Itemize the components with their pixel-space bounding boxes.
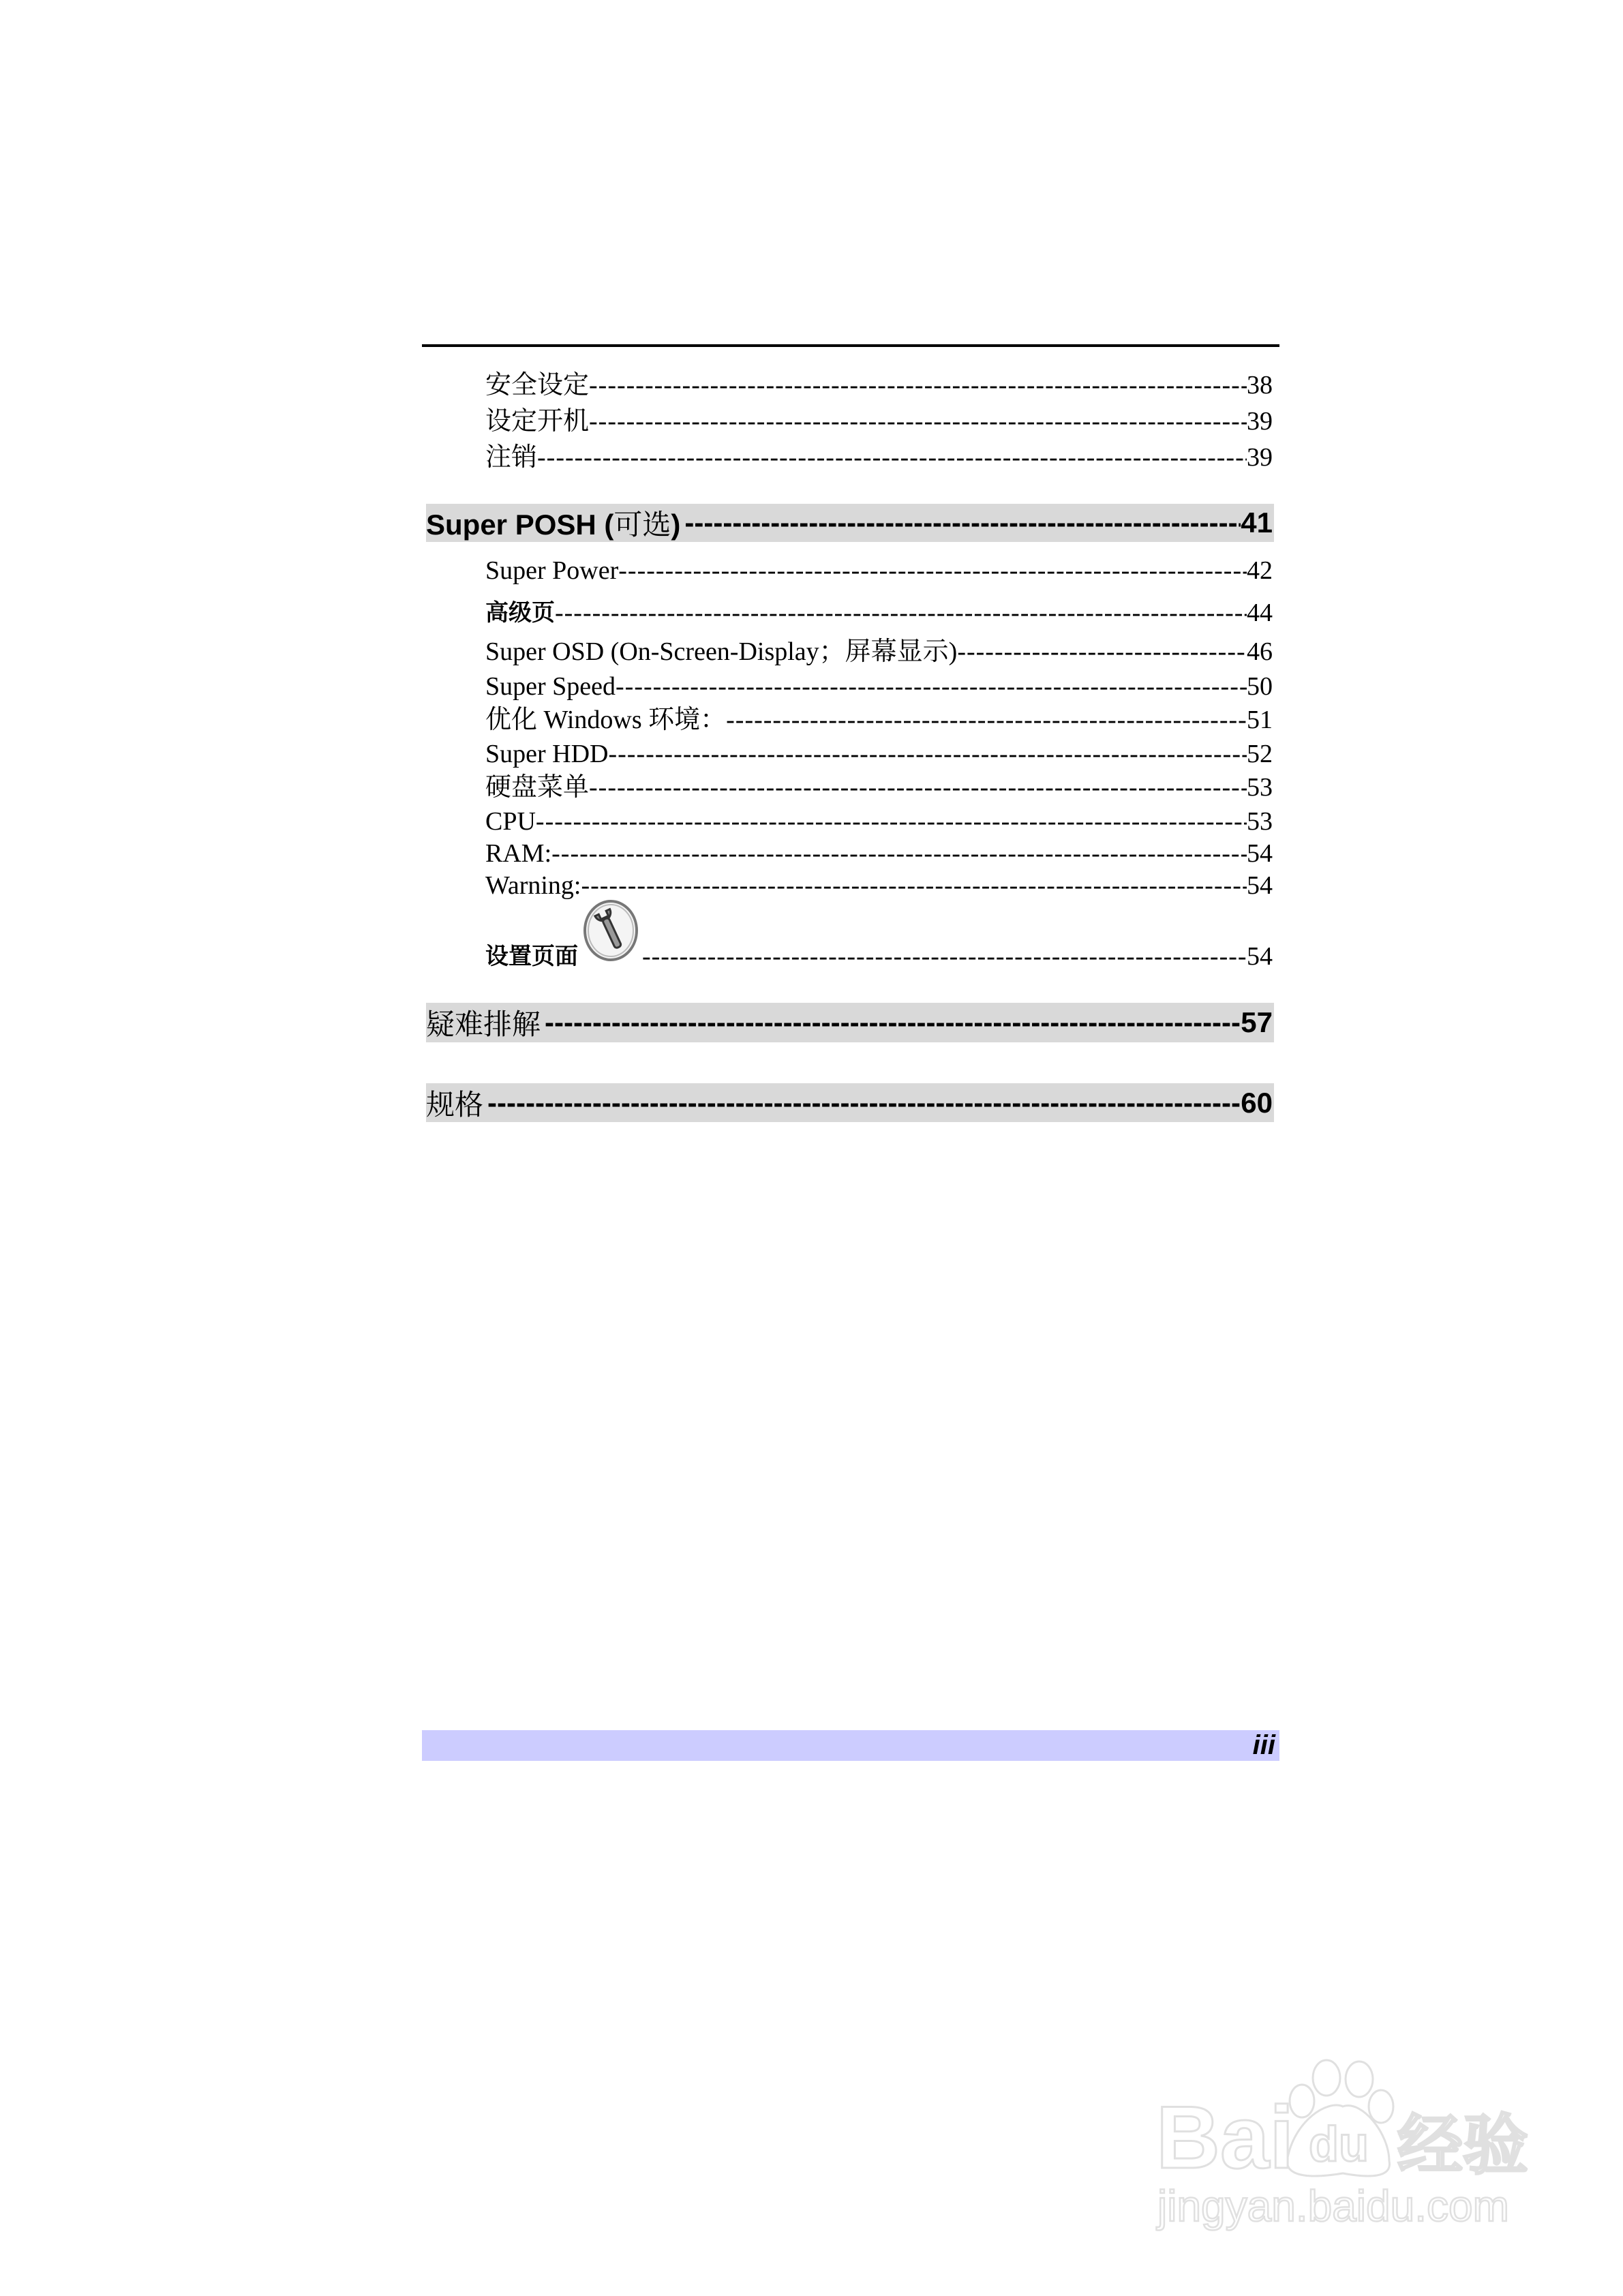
toc-section-specifications[interactable]	[426, 1083, 1274, 1122]
toc-section-title	[426, 504, 680, 542]
toc-entry[interactable]	[485, 736, 1273, 770]
toc-entry-page: 44	[1247, 599, 1273, 627]
leader-dots	[545, 1006, 1241, 1039]
toc-entry[interactable]	[485, 439, 1273, 473]
toc-entry[interactable]	[485, 835, 1273, 869]
leader-dots	[536, 806, 1247, 837]
leader-dots	[684, 507, 1241, 539]
toc-entry-label: Super Power	[485, 556, 619, 585]
toc-entry-page: 54	[1247, 871, 1273, 900]
leader-dots	[957, 636, 1247, 667]
toc-entry-label: 硬盘菜单	[485, 773, 590, 802]
toc-entry-page: 53	[1247, 807, 1273, 836]
toc-entry-page: 53	[1247, 773, 1273, 802]
leader-dots	[618, 555, 1247, 586]
baidu-jingyan-watermark	[1151, 2059, 1532, 2263]
toc-entry-page: 46	[1247, 637, 1273, 666]
toc-entry[interactable]	[485, 893, 1273, 972]
toc-entry-page: 50	[1247, 672, 1273, 701]
toc-entry[interactable]	[485, 668, 1273, 702]
leader-dots	[616, 671, 1247, 702]
toc-section-page: 57	[1241, 1006, 1273, 1038]
leader-dots	[589, 406, 1247, 437]
toc-entry-label: 注销	[485, 443, 538, 472]
toc-entry-label: CPU	[485, 807, 536, 836]
leader-dots	[537, 442, 1247, 473]
section-title-latin: Super POSH (	[426, 509, 614, 541]
toc-entry[interactable]	[485, 367, 1273, 401]
leader-dots	[589, 369, 1247, 401]
toc-entry-page: 38	[1247, 371, 1273, 399]
toc-section-super-posh[interactable]	[426, 504, 1274, 542]
toc-entry-page: 54	[1247, 942, 1273, 971]
leader-dots	[642, 941, 1247, 972]
header-rule	[422, 344, 1279, 347]
toc-entry[interactable]	[485, 701, 1273, 736]
toc-entry-label: 设定开机	[485, 407, 590, 436]
toc-section-title: 疑难排解	[426, 1008, 541, 1040]
toc-entry-page: 52	[1247, 740, 1273, 768]
toc-entry-page: 39	[1247, 443, 1273, 472]
leader-dots	[589, 772, 1247, 803]
toc-entry-page: 39	[1247, 407, 1273, 436]
toc-entry-label: Warning:	[485, 871, 581, 900]
toc-section-title: 规格	[426, 1088, 484, 1121]
toc-section-troubleshooting[interactable]	[426, 1003, 1274, 1042]
watermark-brand: Bai	[1156, 2087, 1294, 2187]
section-title-cjk: 可选	[613, 509, 671, 541]
page-number: iii	[1252, 1730, 1275, 1760]
toc-entry-page: 51	[1247, 706, 1273, 734]
toc-entry-label: RAM:	[485, 839, 552, 868]
toc-entry-label: Super HDD	[485, 740, 609, 768]
leader-dots	[487, 1087, 1241, 1119]
watermark-url: jingyan.baidu.com	[1157, 2181, 1509, 2231]
toc-section-page: 60	[1241, 1086, 1273, 1119]
toc-entry-label: 设置页面	[485, 943, 578, 970]
toc-section-page: 41	[1241, 507, 1273, 539]
leader-dots	[608, 738, 1247, 770]
toc-entry[interactable]	[485, 552, 1273, 586]
toc-entry-label: 高级页	[485, 599, 555, 626]
wrench-icon	[582, 898, 639, 963]
leader-dots	[551, 838, 1247, 869]
toc-entry[interactable]	[485, 633, 1273, 667]
toc-entry-page: 54	[1247, 839, 1273, 868]
toc-entry[interactable]	[485, 594, 1273, 629]
toc-entry-label: Super Speed	[485, 672, 616, 701]
watermark-cjk: 经验	[1397, 2107, 1528, 2184]
toc-entry-label: 安全设定	[485, 371, 590, 399]
page-footer-bar	[422, 1730, 1279, 1761]
toc-entry-page: 42	[1247, 556, 1273, 585]
leader-dots	[726, 704, 1247, 736]
watermark-paw-text: du	[1309, 2117, 1369, 2172]
toc-entry-label: 优化 Windows 环境：	[485, 706, 727, 734]
toc-entry[interactable]	[485, 403, 1273, 437]
leader-dots	[555, 597, 1247, 629]
toc-entry[interactable]	[485, 803, 1273, 837]
toc-entry-label: Super OSD (On-Screen-Display；屏幕显示)	[485, 637, 958, 666]
section-title-end: )	[671, 509, 681, 541]
toc-entry[interactable]	[485, 769, 1273, 803]
